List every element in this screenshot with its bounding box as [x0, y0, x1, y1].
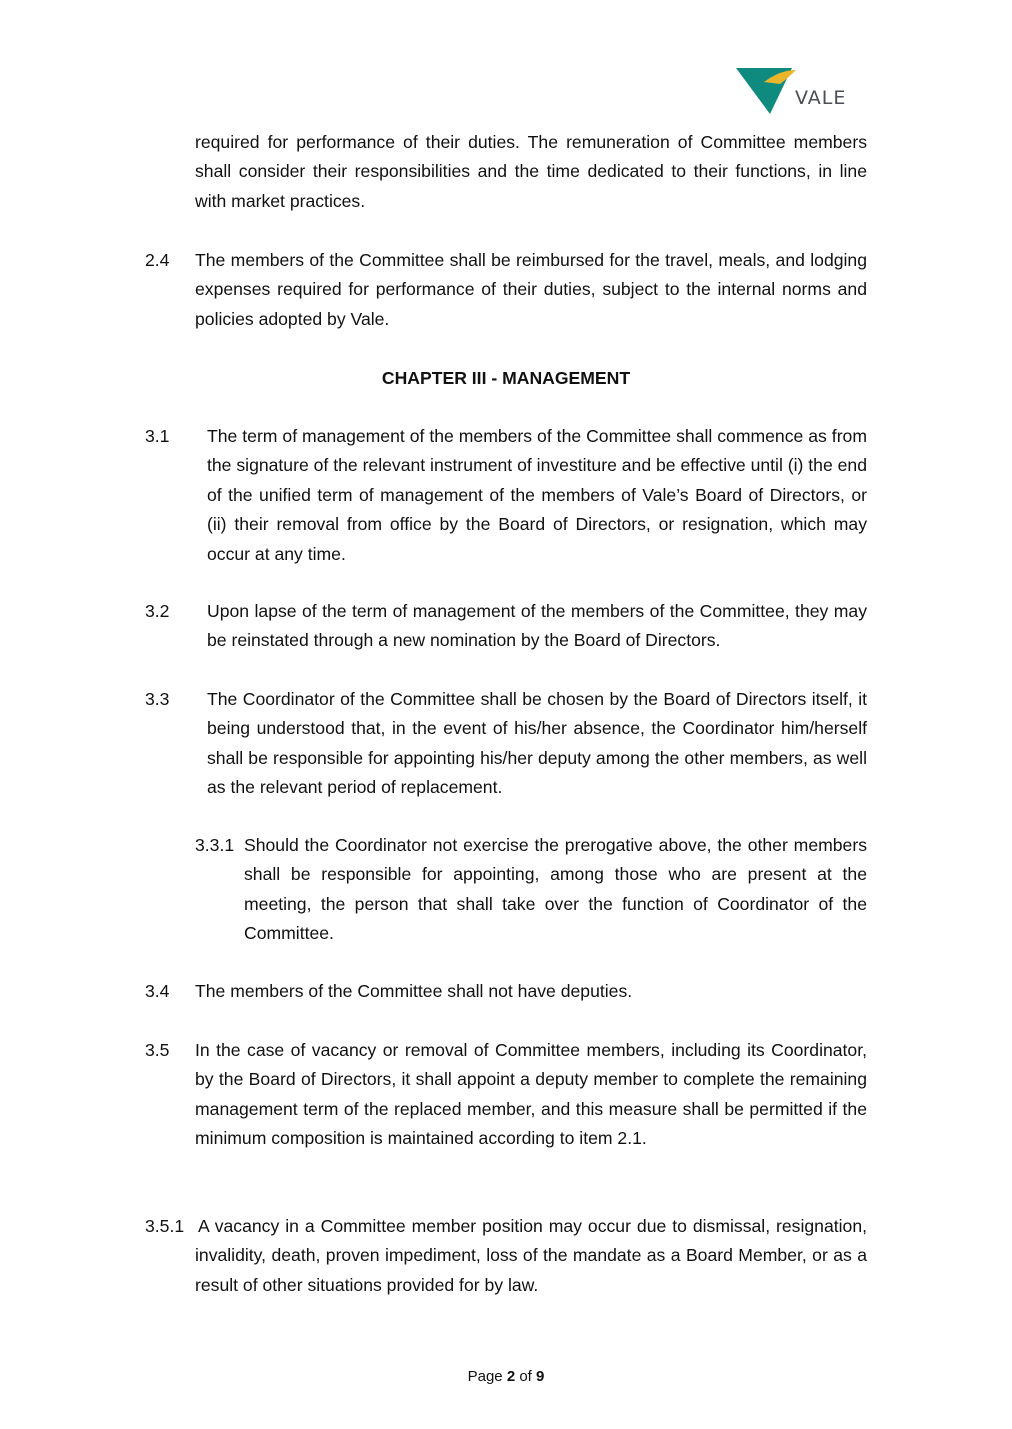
item-number: 3.5.1 — [145, 1216, 185, 1236]
page-footer — [0, 1368, 1012, 1385]
continuation-paragraph: required for performance of their duties. The remuneration of Committee members shall consider their responsibilities and the time dedicated to their functions, in line with market practices. — [195, 132, 867, 211]
item-number: 3.5 — [145, 1040, 170, 1060]
chapter-heading: CHAPTER III - MANAGEMENT — [381, 368, 631, 388]
item-text: The members of the Committee shall not have deputies. — [195, 981, 633, 1001]
item-number: 2.4 — [145, 250, 170, 270]
item-number: 3.4 — [145, 981, 170, 1001]
subitem-number: 3.3.1 — [195, 835, 235, 855]
item-text: A vacancy in a Committee member position may occur due to dismissal, resignation, invalidity, death, proven impediment, loss of the mandate as a Board Member, or as a result of other situations provided for by law. — [195, 1216, 867, 1295]
footer-middle: of — [519, 1368, 532, 1385]
item-text: Upon lapse of the term of management of the members of the Committee, they may be reinstated through a new nomination by the Board of Directors. — [207, 601, 867, 651]
footer-total-pages: 9 — [536, 1368, 545, 1385]
logo-text: VALE — [795, 87, 847, 109]
footer-prefix: Page — [467, 1368, 503, 1385]
item-text: In the case of vacancy or removal of Committee members, including its Coordinator, by the Board of Directors, it shall appoint a deputy member to complete the remaining management term of the replaced member, and this measure shall be permitted if the minimum composition is maintained according to item 2.1. — [195, 1040, 867, 1149]
item-number: 3.1 — [145, 426, 170, 446]
subitem-text: Should the Coordinator not exercise the prerogative above, the other members shall be responsible for appointing, among those who are present at the meeting, the person that shall take over the function of Coordinator of the Committee. — [244, 835, 867, 944]
item-text: The members of the Committee shall be reimbursed for the travel, meals, and lodging expenses required for performance of their duties, subject to the internal norms and policies adopted by Vale. — [195, 250, 867, 329]
item-text: The term of management of the members of the Committee shall commence as from the signature of the relevant instrument of investiture and be effective until (i) the end of the unified term of management of the members of Vale’s Board of Directors, or (ii) their removal from office by the Board of Directors, or resignation, which may occur at any time. — [207, 426, 867, 564]
footer-current-page: 2 — [506, 1368, 516, 1385]
item-number: 3.3 — [145, 689, 170, 709]
item-text: The Coordinator of the Committee shall be chosen by the Board of Directors itself, it being understood that, in the event of his/her absence, the Coordinator him/herself shall be responsible for appointing his/her deputy among the other members, as well as the relevant period of replacement. — [207, 689, 867, 798]
item-number: 3.2 — [145, 601, 170, 621]
